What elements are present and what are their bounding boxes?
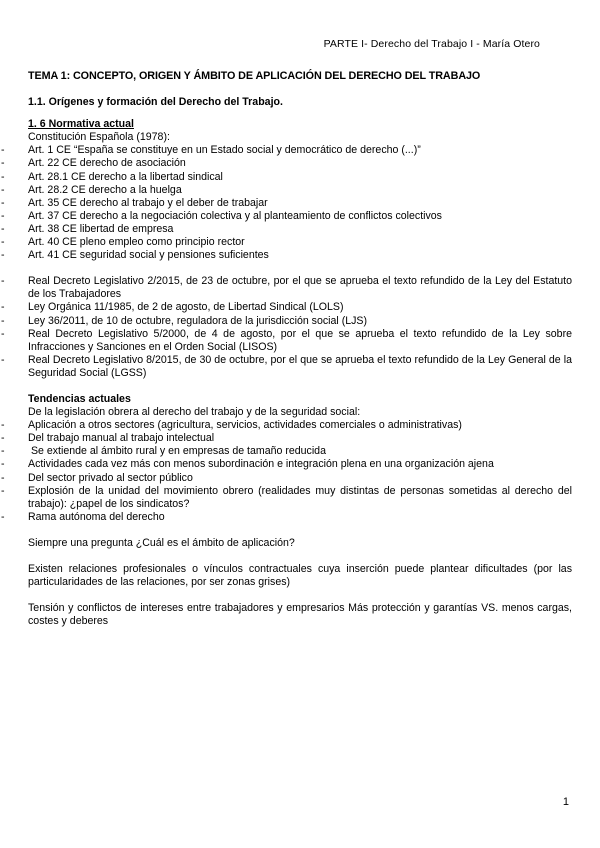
list-item: - Art. 22 CE derecho de asociación — [28, 157, 572, 170]
paragraph: Tensión y conflictos de intereses entre trabajadores y empresarios Más protección y garantías VS. menos cargas, costes y deberes — [28, 602, 572, 628]
list-item: - Explosión de la unidad del movimiento obrero (realidades muy distintas de personas sometidas al derecho del trabajo): ¿papel de los sindicatos? — [28, 485, 572, 511]
list-item: - Del sector privado al sector público — [28, 472, 572, 485]
page-number: 1 — [562, 796, 569, 808]
articles-list — [28, 144, 572, 262]
list-item: - Real Decreto Legislativo 5/2000, de 4 de agosto, por el que se aprueba el texto refundido de la Ley sobre Infracciones y Sanciones en el Orden Social (LISOS) — [28, 328, 572, 354]
tendencias-section — [28, 393, 572, 524]
list-item: - Real Decreto Legislativo 8/2015, de 30 de octubre, por el que se aprueba el texto refundido de la Ley General de la Seguridad Social (LGSS) — [28, 354, 572, 380]
normativa-section — [28, 118, 572, 380]
list-item: - Se extiende al ámbito rural y en empresas de tamaño reducida — [28, 445, 572, 458]
list-item: - Art. 28.1 CE derecho a la libertad sindical — [28, 171, 572, 184]
list-item: - Art. 40 CE pleno empleo como principio rector — [28, 236, 572, 249]
tendencias-list — [28, 419, 572, 524]
tendencias-intro: De la legislación obrera al derecho del trabajo y de la seguridad social: — [28, 406, 361, 419]
normativa-heading: 1. 6 Normativa actual — [28, 118, 134, 131]
list-item: - Art. 41 CE seguridad social y pensiones suficientes — [28, 249, 572, 262]
section-subtitle: 1.1. Orígenes y formación del Derecho del Trabajo. — [28, 96, 283, 109]
tendencias-heading: Tendencias actuales — [28, 392, 131, 405]
list-item: - Art. 38 CE libertad de empresa — [28, 223, 572, 236]
list-item: - Rama autónoma del derecho — [28, 511, 572, 524]
chapter-title: TEMA 1: CONCEPTO, ORIGEN Y ÁMBITO DE APLICACIÓN DEL DERECHO DEL TRABAJO — [28, 70, 481, 82]
paragraph: Siempre una pregunta ¿Cuál es el ámbito de aplicación? — [28, 536, 295, 549]
list-item: - Art. 37 CE derecho a la negociación colectiva y al planteamiento de conflictos colectivos — [28, 210, 572, 223]
list-item: - Ley 36/2011, de 10 de octubre, reguladora de la jurisdicción social (LJS) — [28, 315, 572, 328]
paragraph: Existen relaciones profesionales o vínculos contractuales cuya inserción puede plantear dificultades (por las particularidades de las relaciones, por ser zonas grises) — [28, 563, 572, 589]
running-header: PARTE I- Derecho del Trabajo I - María Otero — [323, 38, 540, 50]
list-item: - Art. 28.2 CE derecho a la huelga — [28, 184, 572, 197]
list-item: - Art. 1 CE “España se constituye en un Estado social y democrático de derecho (...)” — [28, 144, 572, 157]
list-item: - Ley Orgánica 11/1985, de 2 de agosto, de Libertad Sindical (LOLS) — [28, 301, 572, 314]
normativa-intro: Constitución Española (1978): — [28, 131, 170, 144]
page-content — [28, 70, 572, 628]
list-item: - Real Decreto Legislativo 2/2015, de 23 de octubre, por el que se aprueba el texto refundido de la Ley del Estatuto de los Trabajadores — [28, 275, 572, 301]
list-item: - Del trabajo manual al trabajo intelectual — [28, 432, 572, 445]
list-item: - Art. 35 CE derecho al trabajo y el deber de trabajar — [28, 197, 572, 210]
laws-list — [28, 275, 572, 380]
list-item: - Actividades cada vez más con menos subordinación e integración plena en una organización ajena — [28, 458, 572, 471]
list-item: - Aplicación a otros sectores (agricultura, servicios, actividades comerciales o administrativas) — [28, 419, 572, 432]
